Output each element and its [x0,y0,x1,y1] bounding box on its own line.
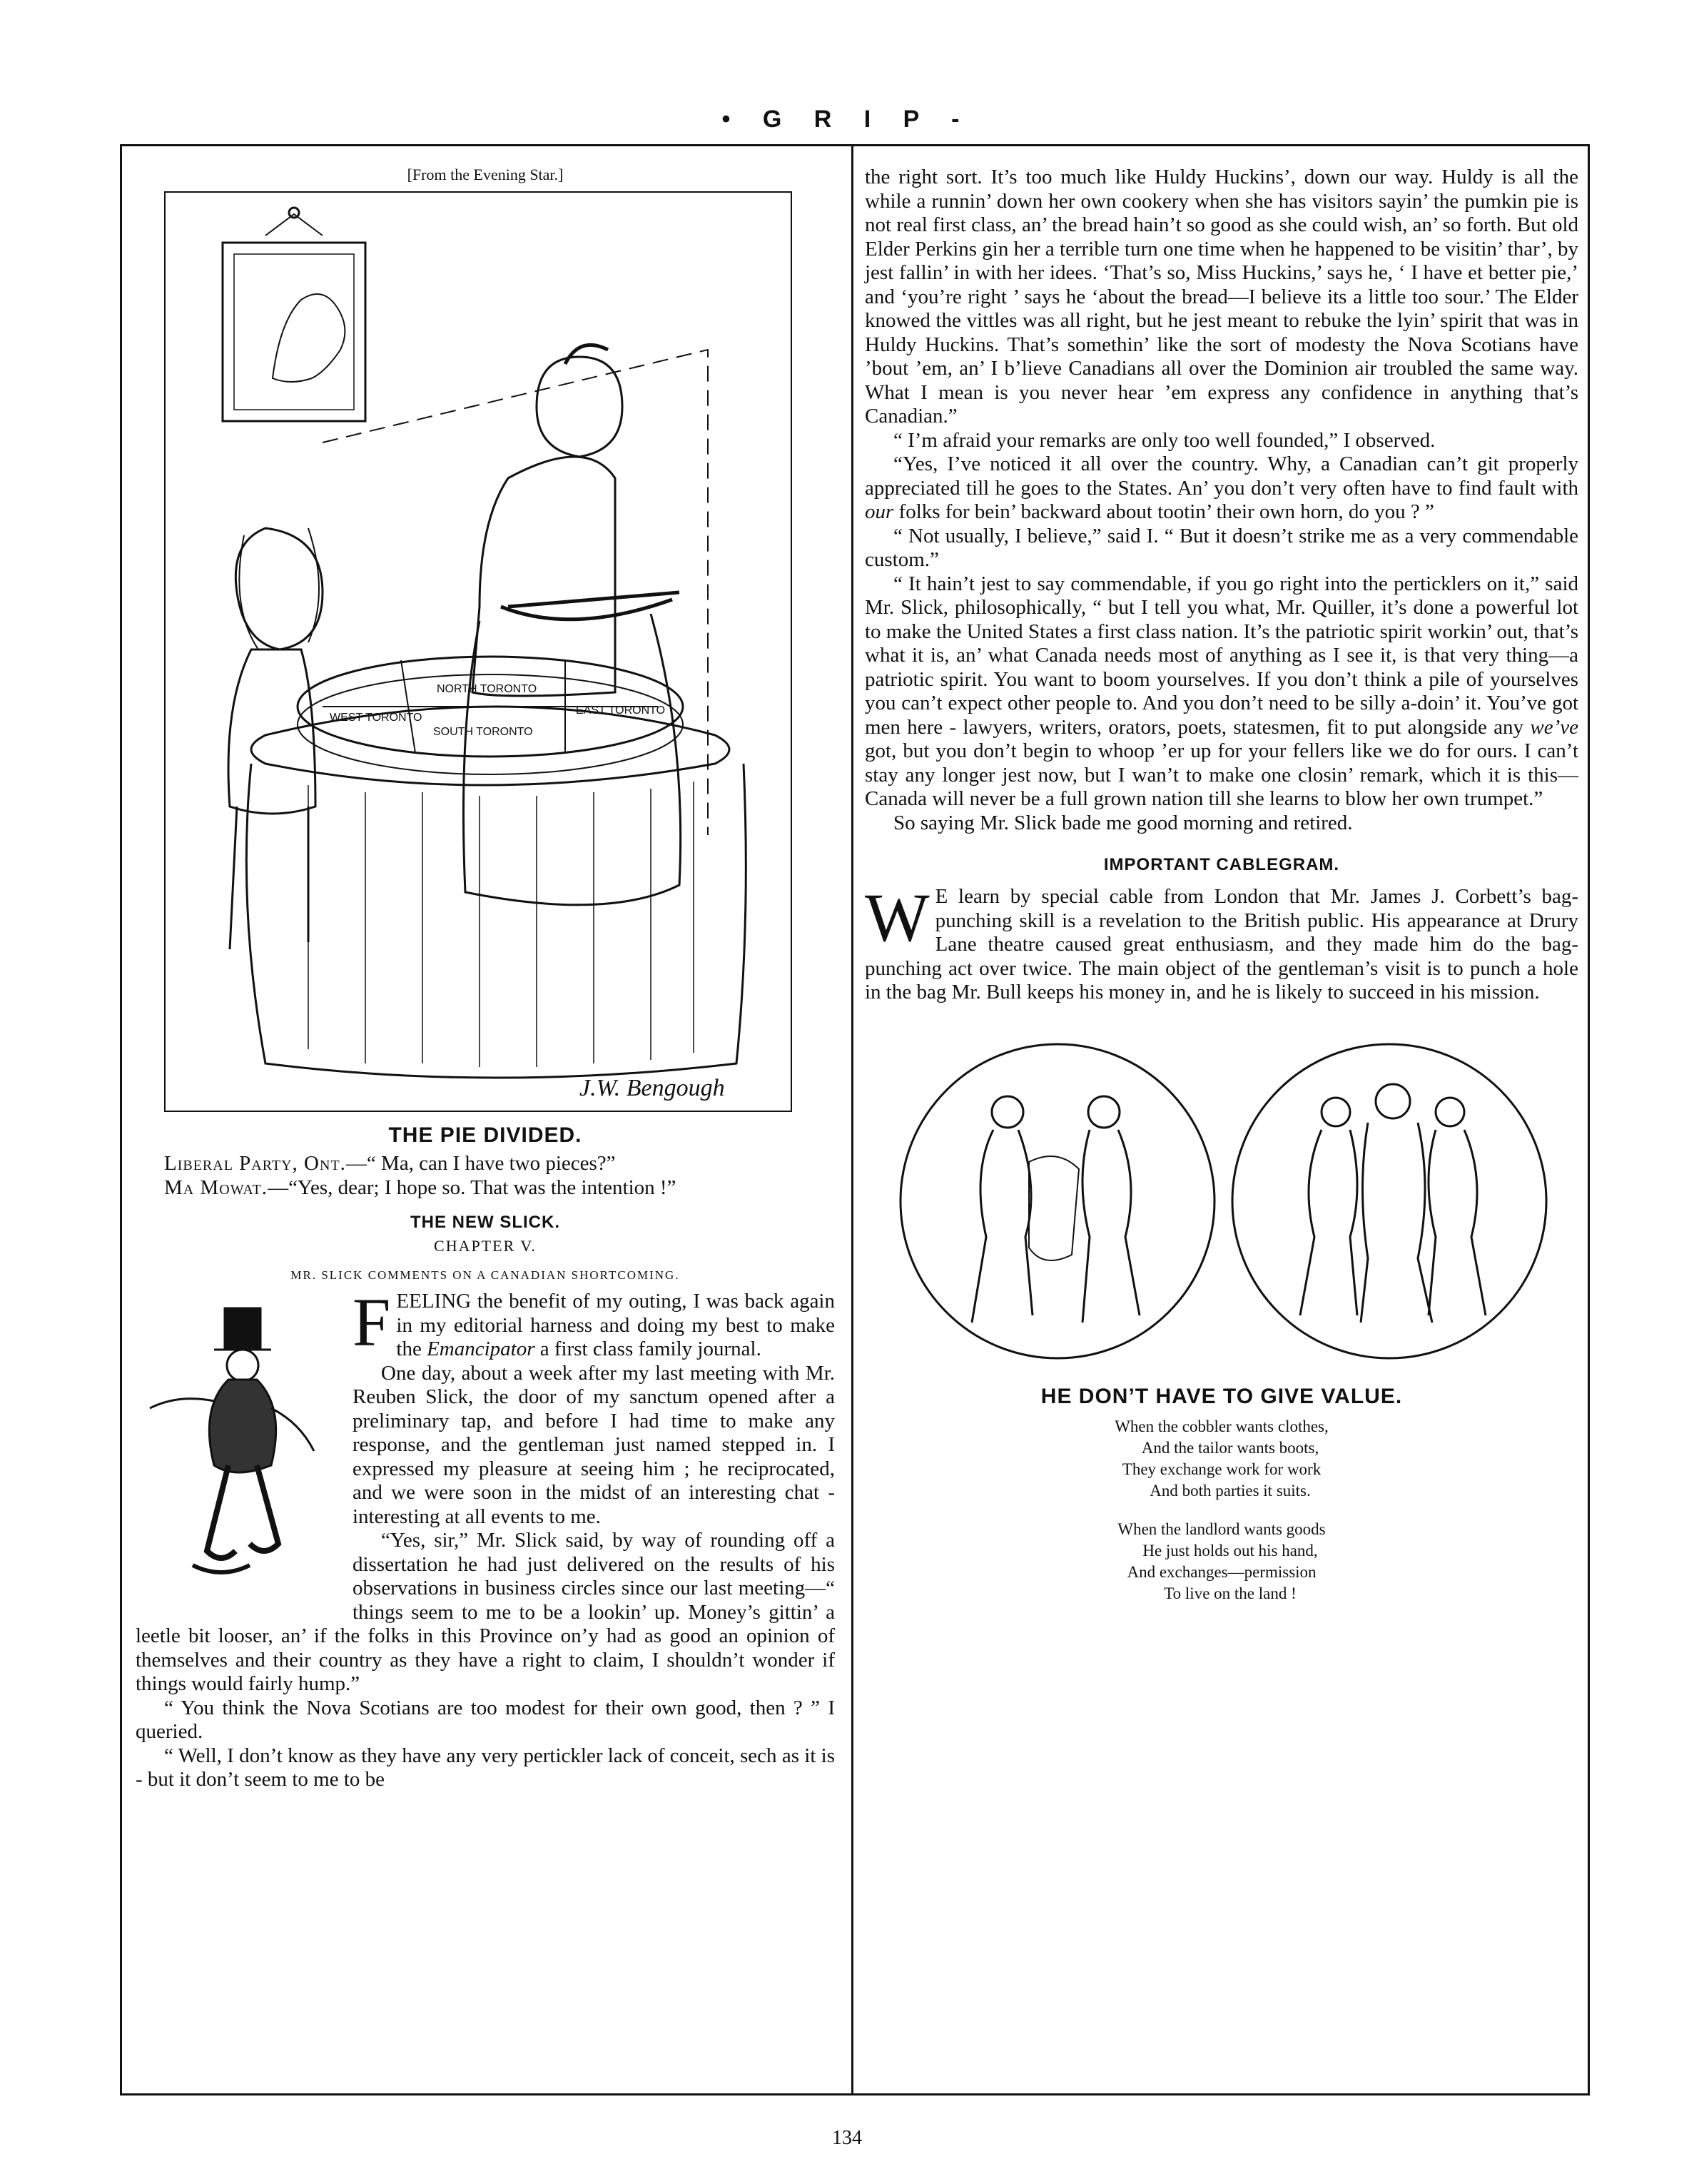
right-column [865,166,1578,1622]
dialogue-1-speaker: Liberal Party, Ont. [164,1152,346,1175]
slick-paragraph-3: “Yes, sir,” Mr. Slick said, by way of rounding off a dissertation he had just delivered on the results of his observations in business circles since our last meeting—“ things seem to me to be a lookin’ up. Money’s gittin’ a leetle bit looser, an’ if the folks in this Province on’y had as good an opinion of themselves and their country as they have a right to claim, I shouldn’t wonder if things would fairly hump.” [136,1529,835,1695]
poem-line: He just holds out his hand, [1142,1541,1318,1559]
poem-line: When the landlord wants goods [1117,1520,1326,1538]
right-paragraph-5-a: “ It hain’t jest to say commendable, if you go right into the perticklers on it,” said Mr. Slick, philosophically, “ but I tell you what, Mr. Quiller, it’s done a powerful lot to make the United States a first class nation. It’s the patriotic spirit workin’ out, that’s what it is, an’ what Canada needs most of anything as I see it, is that very thing—a patriotic spirit. You want to boom yourselves. If you don’t think a pile of yourselves you can’t expect other people to. And you don’t need to be silly a-doin’ it. You’ve got men here - lawyers, writers, orators, poets, statesmen, fit to put alongside any [865,572,1578,739]
poem-line: And the tailor wants boots, [1141,1438,1319,1457]
right-paragraph-5 [865,572,1578,812]
value-cartoon [865,1033,1578,1369]
dialogue-1-text: —“ Ma, can I have two pieces?” [345,1152,616,1175]
slick-title: THE NEW SLICK. [410,1213,560,1232]
cablegram-text: E learn by special cable from London that Mr. James J. Corbett’s bag-punching skill is a revelation to the British public. His appearance at Drury Lane theatre caused great enthusiasm, and they made him do the bag-punching act over twice. The main object of the gentleman’s visit is to punch a hole in the bag Mr. Bull keeps his money in, and he is likely to succeed in his mission. [865,885,1578,1003]
value-cartoon-illustration [865,1033,1578,1369]
right-paragraph-4: “ Not usually, I believe,” said I. “ But it doesn’t strike me as a very commendable custom.” [865,524,1578,571]
chapter-heading: CHAPTER V. [434,1237,537,1255]
slick-paragraph-1-b: a first class family journal. [534,1338,761,1360]
value-poem [865,1416,1578,1604]
pie-label-north: NORTH TORONTO [437,683,537,695]
right-paragraph-3-b: folks for bein’ backward about tootin’ their own horn, do you ? ” [893,500,1434,523]
artist-signature: J.W. Bengough [579,1075,725,1101]
right-paragraph-3-italic: our [865,500,894,523]
slick-paragraph-4: “ You think the Nova Scotians are too modest for their own good, then ? ” I queried. [136,1696,835,1743]
poem-line: To live on the land ! [1164,1584,1297,1602]
poem-line: And both parties it suits. [1150,1481,1311,1500]
cablegram-title: IMPORTANT CABLEGRAM. [1103,855,1340,874]
pie-label-south: SOUTH TORONTO [433,726,533,738]
right-paragraph-1: the right sort. It’s too much like Huldy Huckins’, down our way. Huldy is all the while a runnin’ down her own cookery when she has visitors sayin’ the pumkin pie is not real first class, an’ the bread hain’t so good as she could wish, an’ so forth. But old Elder Perkins gin her a terrible turn one time when he happened to be visitin’ thar’, by jest fallin’ in with her idees. ‘That’s so, Miss Huckins,’ says he, ‘ I have et better pie,’ and ‘you’re right ’ says he ‘about the bread—I believe its a little too sour.’ The Elder knowed the vittles was all right, but he jest meant to rebuke the lyin’ spirit that was in Huldy Huckins. That’s somethin’ like the sort of modesty the Nova Scotians have ’bout ’em, an’ I b’lieve Canadians all over the Dominion air troubled the same way. What I mean is you never hear ’em express any confidence in anything that’s Canadian.” [865,166,1578,428]
chapter-subheading: MR. SLICK COMMENTS ON A CANADIAN SHORTCOMING. [290,1268,680,1282]
cablegram-dropcap: W [865,879,930,956]
dialogue-2-text: —“Yes, dear; I hope so. That was the intention !” [268,1176,676,1199]
column-divider [851,144,853,2095]
uncle-sam-figure [136,1294,343,1601]
value-title: HE DON’T HAVE TO GIVE VALUE. [1040,1384,1403,1408]
cablegram-story [865,879,1578,1005]
emancipator-title: Emancipator [427,1338,535,1360]
slick-dropcap: F [353,1284,391,1360]
pie-title: THE PIE DIVIDED. [388,1123,582,1147]
right-paragraph-2: “ I’m afraid your remarks are only too well founded,” I observed. [893,428,1436,452]
poem-line: They exchange work for work [1122,1460,1322,1478]
poem-line: And exchanges—permission [1127,1562,1317,1581]
right-paragraph-5-italic: we’ve [1530,715,1578,739]
source-caption: [From the Evening Star.] [407,166,564,183]
left-column [136,166,835,1792]
pie-cartoon [164,191,792,1112]
slick-paragraph-2: One day, about a week after my last meeting with Mr. Reuben Slick, the door of my sanctum opened after a preliminary tap, and before I had time to make any response, and the gentleman just named stepped in. I expressed my pleasure at seeing him ; he reciprocated, and we were soon in the midst of an interesting chat - interesting at all events to me. [353,1361,835,1528]
page-number: 134 [832,2127,862,2149]
right-paragraph-3-a: “Yes, I’ve noticed it all over the country. Why, a Canadian can’t git properly appreciated till he goes to the States. An’ you don’t very often have to find fault with [865,453,1578,500]
pie-dialogue-1 [136,1152,835,1176]
poem-stanza-1 [865,1416,1578,1502]
slick-story [136,1284,835,1792]
slick-paragraph-1-a: EELING the benefit of my outing, I was back again in my editorial harness and doing my best to make the [396,1290,835,1360]
pie-dialogue-2 [136,1176,835,1200]
poem-line: When the cobbler wants clothes, [1115,1417,1329,1435]
pie-label-west: WEST TORONTO [330,712,422,724]
pie-label-east: EAST TORONTO [576,704,666,717]
dialogue-2-speaker: Ma Mowat. [164,1176,268,1199]
right-paragraph-6: So saying Mr. Slick bade me good morning and retired. [893,811,1353,834]
right-paragraph-3 [865,453,1578,525]
slick-paragraph-5: “ Well, I don’t know as they have any very pertickler lack of conceit, sech as it is - but it don’t seem to me to be [136,1744,835,1791]
poem-stanza-2 [865,1519,1578,1604]
masthead: • G R I P - [721,106,973,133]
pie-cartoon-illustration [166,193,791,1111]
right-paragraph-5-b: got, but you don’t begin to whoop ’er up for your fellers like we do for ours. I can’t stay any longer jest now, but I wan’t to make one closin’ remark, which it is this—Canada will never be a full grown nation till she learns to blow her own trumpet.” [865,739,1578,810]
